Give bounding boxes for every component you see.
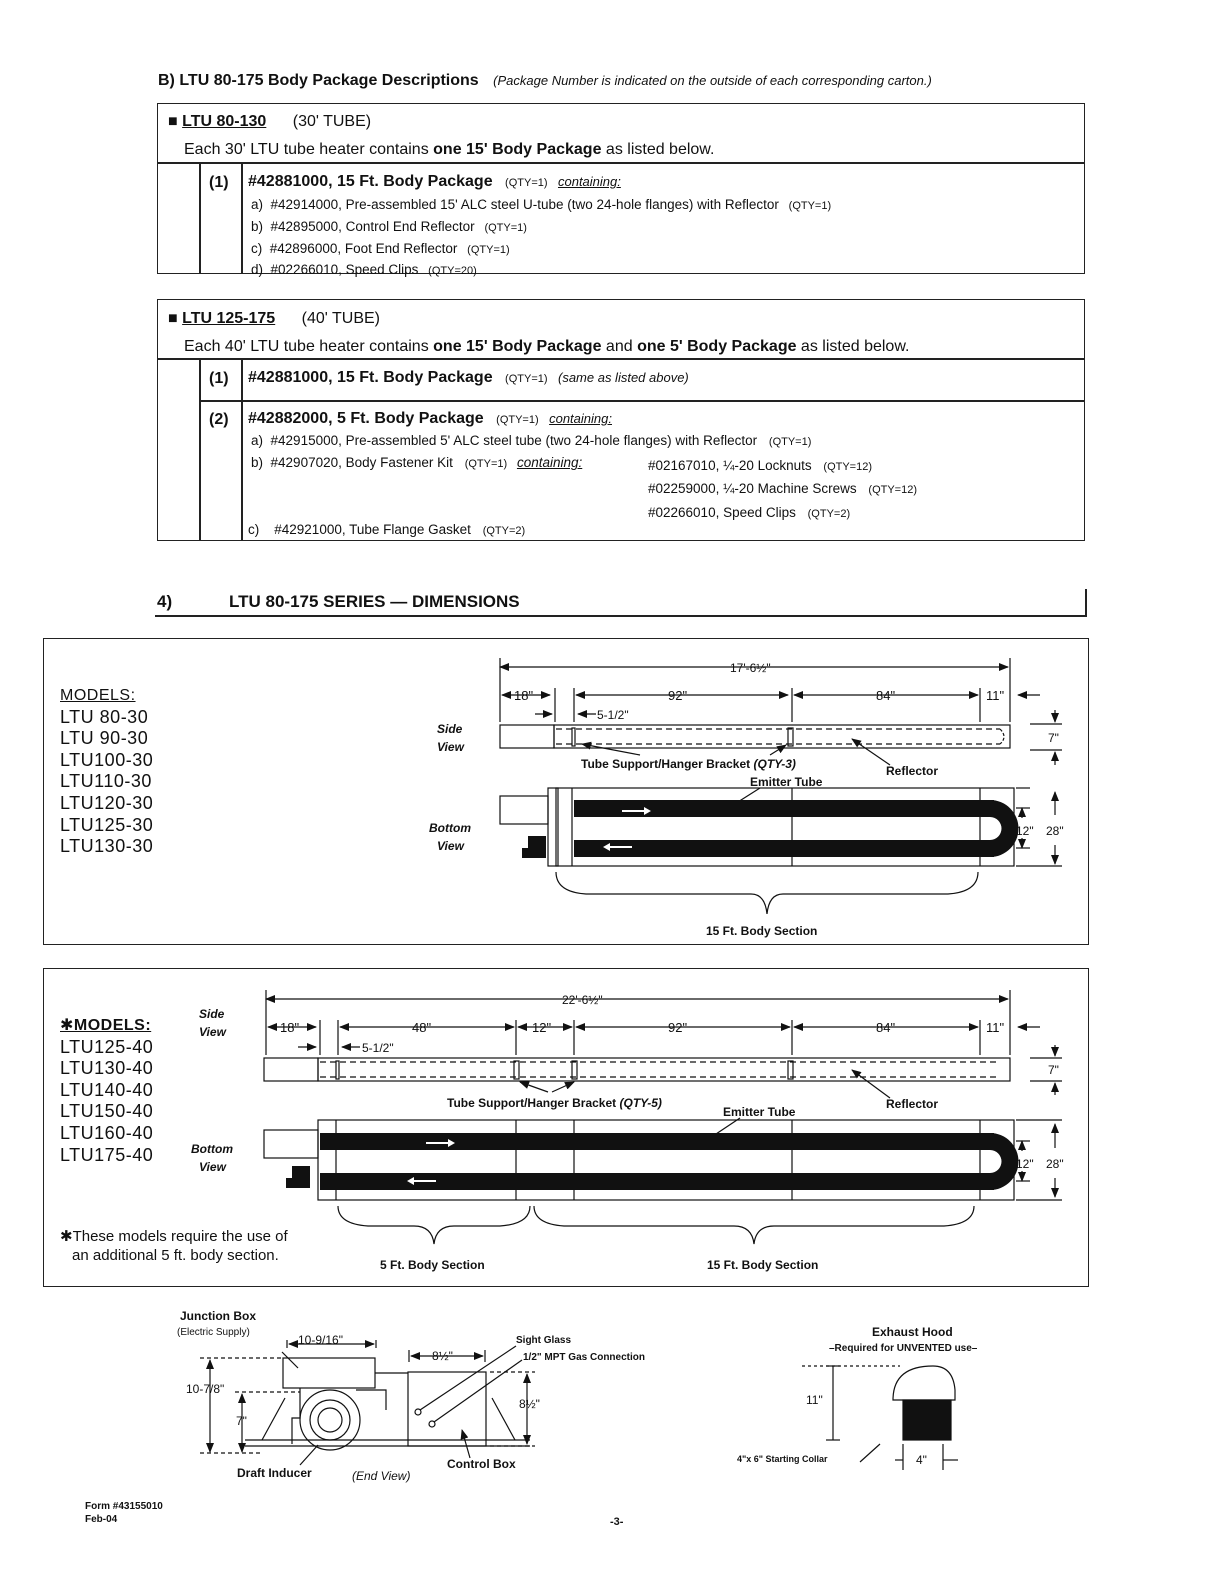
dim-84: 84" — [876, 688, 896, 703]
model-item: LTU120-30 — [60, 792, 154, 813]
model-item: LTU125-40 — [60, 1036, 154, 1057]
list-item: b) #42895000, Control End Reflector (QTY=1) — [251, 218, 527, 234]
form-number: Form #43155010 — [85, 1501, 163, 1512]
model-item: LTU175-40 — [60, 1144, 154, 1165]
dim-12: 12" — [532, 1020, 552, 1035]
junction-box-label: Junction Box — [180, 1309, 257, 1323]
model-item: LTU 80-30 — [60, 706, 149, 727]
package-2-name: LTU 125-175 — [182, 310, 276, 327]
exhaust-hood-sub: –Required for UNVENTED use– — [829, 1343, 978, 1354]
model-item: LTU150-40 — [60, 1101, 154, 1122]
dim-92: 92" — [668, 1020, 688, 1035]
note-line: ✱These models require the use of — [60, 1228, 288, 1245]
dim-5-1-2: 5-1/2" — [362, 1041, 394, 1055]
section-b-heading: B) LTU 80-175 Body Package Descriptions — [158, 72, 479, 89]
list-item: #02266010, Speed Clips (QTY=2) — [648, 504, 851, 520]
footer-form — [85, 1500, 163, 1526]
dim-5-1-2: 5-1/2" — [597, 708, 629, 722]
dim-10-7-8: 10-7/8" — [186, 1382, 225, 1396]
dim-11: 11" — [986, 688, 1005, 703]
dim-4: 4" — [916, 1453, 927, 1467]
item-number: (1) — [209, 370, 229, 387]
models-label: ✱MODELS: — [60, 1017, 152, 1034]
dim-28: 28" — [1046, 1157, 1064, 1171]
desc-text: Each 30' LTU tube heater contains — [184, 141, 434, 158]
side-view-label: Side — [437, 722, 463, 736]
list-item: #02259000, ¼-20 Machine Screws (QTY=12) — [648, 481, 918, 497]
model-item: LTU130-30 — [60, 836, 154, 857]
dim-7: 7" — [1048, 731, 1059, 745]
draft-inducer-label: Draft Inducer — [237, 1466, 312, 1480]
model-item: LTU140-40 — [60, 1079, 154, 1100]
dim-12: 12" — [1016, 1157, 1034, 1171]
package-2-tube: (40' TUBE) — [301, 310, 380, 327]
package-2-desc: Each 40' LTU tube heater contains one 15' Body Package and one 5' Body Package as listed below. — [184, 338, 910, 355]
section-label: 5 Ft. Body Section — [380, 1258, 485, 1272]
section-4-title: LTU 80-175 SERIES — DIMENSIONS — [229, 592, 520, 611]
model-item: LTU125-30 — [60, 814, 154, 835]
dim-11: 11" — [986, 1020, 1005, 1035]
item-containing: containing: — [557, 174, 621, 189]
models-label: MODELS: — [60, 687, 136, 704]
dim-18: 18" — [514, 688, 534, 703]
note-line: an additional 5 ft. body section. — [72, 1247, 279, 1264]
package-2-item-1: #42881000, 15 Ft. Body Package (QTY=1) (same as listed above) — [248, 369, 689, 386]
model-item: LTU100-30 — [60, 749, 154, 770]
package-1-name: LTU 80-130 — [182, 113, 267, 130]
reflector-label: Reflector — [886, 1097, 939, 1111]
bottom-view-label: Bottom — [191, 1142, 233, 1156]
list-item: a) #42915000, Pre-assembled 5' ALC steel tube (two 24-hole flanges) with Reflector (QTY=1) — [251, 433, 812, 448]
section-4-number: 4) — [157, 592, 173, 611]
bottom-view-label: View — [437, 839, 464, 853]
dim-18: 18" — [280, 1020, 300, 1035]
section-label: 15 Ft. Body Section — [706, 924, 818, 938]
bracket-label: Tube Support/Hanger Bracket (QTY-3) — [581, 757, 796, 771]
gas-connection-label: 1/2" MPT Gas Connection — [523, 1352, 645, 1363]
desc-bold: one 15' Body Package — [433, 141, 602, 158]
sight-glass-label: Sight Glass — [516, 1335, 572, 1346]
side-view-label: View — [437, 740, 464, 754]
item-qty: (QTY=1) — [505, 177, 548, 189]
dim-28: 28" — [1046, 824, 1064, 838]
dim-10-9-16: 10-9/16" — [298, 1333, 343, 1347]
model-item: LTU130-40 — [60, 1058, 154, 1079]
dim-48: 48" — [412, 1020, 432, 1035]
item-number: (1) — [209, 174, 229, 191]
emitter-label: Emitter Tube — [750, 775, 823, 789]
list-item: b) #42907020, Body Fastener Kit (QTY=1) containing: — [251, 455, 583, 470]
item-number: (2) — [209, 411, 229, 428]
bottom-view-label: View — [199, 1160, 226, 1174]
reflector-label: Reflector — [886, 764, 939, 778]
dim-overall: 22'-6½" — [562, 993, 603, 1007]
dim-8-half: 8½" — [432, 1349, 453, 1363]
side-view-label: View — [199, 1025, 226, 1039]
package-2-item-2: #42882000, 5 Ft. Body Package (QTY=1) containing: — [248, 410, 612, 427]
dim-12: 12" — [1016, 824, 1034, 838]
dim-overall: 17'-6½" — [730, 661, 771, 675]
model-item: LTU110-30 — [60, 771, 152, 792]
package-1-tube: (30' TUBE) — [292, 113, 372, 130]
list-item: c) #42921000, Tube Flange Gasket (QTY=2) — [248, 522, 526, 537]
desc-text: as listed below. — [601, 141, 715, 158]
starting-collar-label: 4"x 6" Starting Collar — [737, 1454, 828, 1464]
side-view-label: Side — [199, 1007, 225, 1021]
emitter-label: Emitter Tube — [723, 1105, 796, 1119]
model-item: LTU 90-30 — [60, 728, 149, 749]
dim-7: 7" — [1048, 1063, 1059, 1077]
list-item: d) #02266010, Speed Clips (QTY=20) — [251, 262, 477, 278]
item-title: #42881000, 15 Ft. Body Package — [248, 173, 493, 190]
bullet-icon: ■ — [168, 310, 178, 327]
form-date: Feb-04 — [85, 1514, 118, 1525]
bullet-icon: ■ — [168, 113, 178, 130]
bottom-view-label: Bottom — [429, 821, 471, 835]
list-item: a) #42914000, Pre-assembled 15' ALC steel U-tube (two 24-hole flanges) with Reflector (QTY=1) — [251, 197, 832, 212]
control-box-label: Control Box — [447, 1457, 516, 1471]
bracket-label: Tube Support/Hanger Bracket (QTY-5) — [447, 1096, 662, 1110]
junction-box-sub: (Electric Supply) — [177, 1327, 250, 1338]
dim-7: 7" — [236, 1414, 247, 1428]
section-label: 15 Ft. Body Section — [707, 1258, 819, 1272]
list-item: #02167010, ¼-20 Locknuts (QTY=12) — [648, 458, 873, 473]
page-number: -3- — [610, 1516, 624, 1528]
section-b-note: (Package Number is indicated on the outside of each corresponding carton.) — [493, 73, 932, 88]
list-item: c) #42896000, Foot End Reflector (QTY=1) — [251, 240, 510, 256]
dim-11: 11" — [806, 1393, 823, 1407]
model-item: LTU160-40 — [60, 1122, 154, 1143]
exhaust-hood-title: Exhaust Hood — [872, 1325, 953, 1339]
dim-8-half: 8½" — [519, 1397, 540, 1411]
dim-92: 92" — [668, 688, 688, 703]
dim-84: 84" — [876, 1020, 896, 1035]
end-view-label: (End View) — [352, 1469, 411, 1483]
